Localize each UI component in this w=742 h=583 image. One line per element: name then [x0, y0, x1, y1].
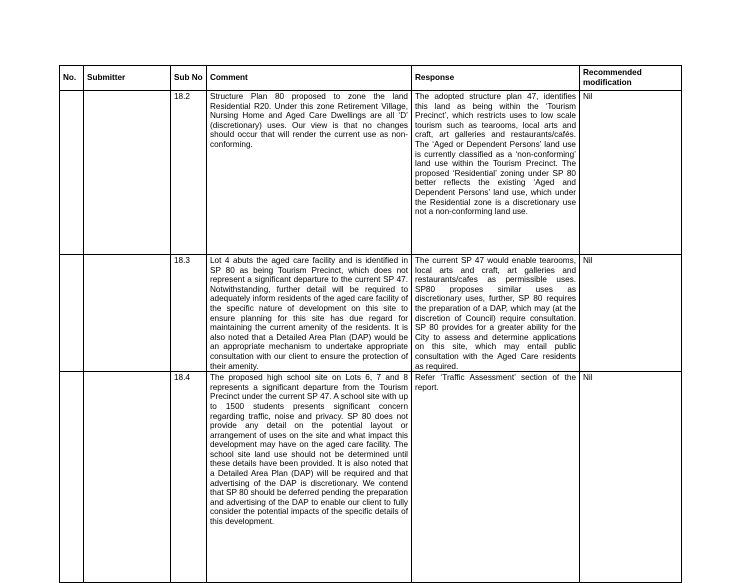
cell-sub-no: 18.4: [171, 372, 207, 583]
table-header-row: [60, 66, 682, 91]
header-no: No.: [60, 66, 84, 91]
cell-response: The current SP 47 would enable tearooms, local arts and craft, art galleries and restaurants/cafes as permissible uses. SP80 proposes similar uses as discretionary uses, further, SP 80 requires the preparation of a DAP, which may (at the discretion of Council) require consultation. SP 80 provides for a greater ability for the City to assess and determine applications on this site, which may entail public consultation with the Aged Care residents as required.: [412, 255, 580, 372]
cell-response: Refer ‘Traffic Assessment’ section of the report.: [412, 372, 580, 583]
header-sub-no: Sub No: [171, 66, 207, 91]
cell-comment: The proposed high school site on Lots 6, 7 and 8 represents a significant departure from the Tourism Precinct under the current SP 47. A school site with up to 1500 students presents significant concern regarding traffic, noise and privacy. SP 80 does not provide any detail on the potential layout or arrangement of uses on the site and what impact this development may have on the aged care facility. The school site land use should not be determined until these details have been provided. It is also noted that a Detailed Area Plan (DAP) will be required and that advertising of the DAP is discretionary. We contend that SP 80 should be deferred pending the preparation and advertising of the DAP to enable our client to fully consider the potential impacts of the specific details of this development.: [207, 372, 412, 583]
cell-no: [60, 255, 84, 372]
cell-response: The adopted structure plan 47, identifies this land as being within the ‘Tourism Precinct’, which restricts uses to low scale tourism such as tearooms, local arts and craft, art galleries and restaurants/cafés. The ‘Aged or Dependent Persons’ land use is currently classified as a ‘non-conforming’ land use within the Tourism Precinct. The proposed ‘Residential’ zoning under SP 80 better reflects the existing ‘Aged and Dependent Persons’ land use, which under the Residential zone is a discretionary use not a non-conforming land use.: [412, 91, 580, 255]
cell-sub-no: 18.3: [171, 255, 207, 372]
table-row: [60, 372, 682, 583]
header-recommended: Recommended modification: [580, 66, 682, 91]
table-row: [60, 91, 682, 255]
cell-no: [60, 91, 84, 255]
header-submitter: Submitter: [84, 66, 171, 91]
cell-recommended: Nil: [580, 91, 682, 255]
cell-comment: Lot 4 abuts the aged care facility and is identified in SP 80 as being Tourism Precinct, which does not represent a significant departure to the current SP 47. Notwithstanding, further detail will be required to adequately inform residents of the aged care facility of the specific nature of development on this site to ensure planning for this site has due regard for maintaining the current amenity of the residents. It is also noted that a Detailed Area Plan (DAP) would be an appropriate mechanism to undertake appropriate consultation with our client to ensure the protection of their amenity.: [207, 255, 412, 372]
header-response: Response: [412, 66, 580, 91]
cell-recommended: Nil: [580, 255, 682, 372]
cell-comment: Structure Plan 80 proposed to zone the land Residential R20. Under this zone Retirement Village, Nursing Home and Aged Care Dwellings are all ‘D’ (discretionary) uses. Our view is that no changes should occur that will render the current use as non-conforming.: [207, 91, 412, 255]
cell-submitter: [84, 91, 171, 255]
header-comment: Comment: [207, 66, 412, 91]
cell-sub-no: 18.2: [171, 91, 207, 255]
cell-submitter: [84, 372, 171, 583]
cell-recommended: Nil: [580, 372, 682, 583]
cell-no: [60, 372, 84, 583]
submissions-table: [59, 65, 682, 583]
table-row: [60, 255, 682, 372]
cell-submitter: [84, 255, 171, 372]
